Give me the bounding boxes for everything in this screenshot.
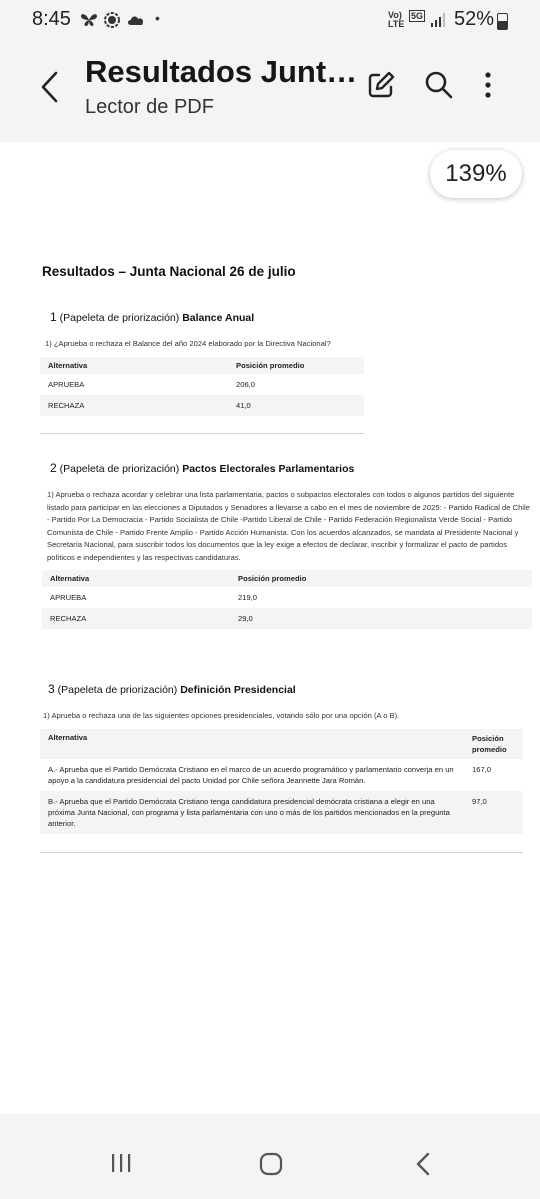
status-dot: • xyxy=(155,10,160,26)
navigation-bar xyxy=(0,1114,540,1199)
battery-percent: 52% xyxy=(453,8,494,30)
table-row: A.- Aprueba que el Partido Demócrata Cristiano en el marco de un acuerdo programático y parlamentario converja en un apoyo a la candidatura presidencial del pacto Unidad por Chile señora Jeannette Jara Román. 167,0 xyxy=(48,764,492,785)
signal-app-icon xyxy=(103,11,121,29)
column-header: Alternativa xyxy=(40,357,228,374)
question-text: 1) Aprueba o rechaza acordar y celebrar una lista parlamentaria, pactos o subpactos electorales con todos o algunos partidos del siguiente listado para participar en las elecciones a Diputados y Senadores a llevarse a cabo en el mes de noviembre de 2025: - Partido Radical de Chile - Partido Por La Democracia - Partido Socialista de Chile -Partido Liberal de Chile - Partido Federación Regionalista Verde Social - Partido Comunista de Chile - Partido Frente Amplio - Partido Acción Humanista. Con los acuerdos alcanzados, se mandata al Presidente Nacional y Secretaría Nacional, para suscribir todos los documentos que la ley exige a efectos de declarar, inscribir y formalizar el pacto de partidos políticos e independientes y las respectivas candidaturas. xyxy=(47,490,530,562)
document-title: Resultados Junt… xyxy=(85,54,358,89)
zoom-indicator: 139% xyxy=(430,150,522,198)
home-icon[interactable] xyxy=(259,1152,283,1176)
section-heading: 3 (Papeleta de priorización) Definición Presidencial xyxy=(48,682,296,696)
divider xyxy=(40,433,364,434)
status-time: 8:45 xyxy=(32,8,71,30)
network-type: Vo) LTE xyxy=(388,10,405,29)
battery-icon xyxy=(497,13,508,30)
section-2 xyxy=(40,461,532,629)
column-header: Posición promedio xyxy=(228,357,364,374)
signal-strength-icon xyxy=(430,12,446,28)
edit-icon[interactable] xyxy=(366,70,396,100)
back-icon[interactable] xyxy=(414,1152,432,1176)
question-text: 1) Aprueba o rechaza una de las siguientes opciones presidenciales, votando sólo por una opción (A o B). xyxy=(43,711,400,720)
section-heading: 2 (Papeleta de priorización) Pactos Electorales Parlamentarios xyxy=(50,461,355,475)
butterfly-icon xyxy=(80,12,98,28)
results-table xyxy=(42,570,532,629)
table-row: RECHAZA 29,0 xyxy=(42,608,532,629)
cloud-icon xyxy=(126,13,146,26)
recents-icon[interactable] xyxy=(110,1152,132,1174)
section-1 xyxy=(40,310,364,434)
table-row: B.- Aprueba que el Partido Demócrata Cristiano tenga candidatura presidencial demócrata cristiana a elegir en una próxima Junta Nacional, con programa y lista parlamentaria con uno o más de los partidos mencionados en la pregunta anterior. 97,0 xyxy=(40,791,523,834)
search-icon[interactable] xyxy=(424,70,454,100)
app-bar xyxy=(0,40,540,130)
table-row: APRUEBA 219,0 xyxy=(50,593,258,602)
column-header: Alternativa xyxy=(40,729,464,759)
divider xyxy=(40,852,523,853)
more-options-icon[interactable] xyxy=(474,70,502,100)
question-text: 1) ¿Aprueba o rechaza el Balance del año 2024 elaborado por la Directiva Nacional? xyxy=(45,339,331,348)
table-row: APRUEBA 206,0 xyxy=(48,379,256,389)
section-heading: 1 (Papeleta de priorización) Balance Anual xyxy=(50,310,255,324)
fiveg-badge: 5G xyxy=(411,11,424,21)
column-header: Alternativa xyxy=(42,570,230,587)
results-table xyxy=(40,729,523,834)
pdf-heading: Resultados – Junta Nacional 26 de julio xyxy=(42,264,296,279)
column-header: Posición promedio xyxy=(464,729,523,759)
column-header: Posición promedio xyxy=(230,570,532,587)
section-3 xyxy=(40,682,523,853)
results-table xyxy=(40,357,364,416)
back-arrow-icon[interactable] xyxy=(36,70,66,104)
status-bar xyxy=(0,0,540,40)
table-row: RECHAZA 41,0 xyxy=(40,395,364,416)
app-subtitle: Lector de PDF xyxy=(85,96,214,118)
